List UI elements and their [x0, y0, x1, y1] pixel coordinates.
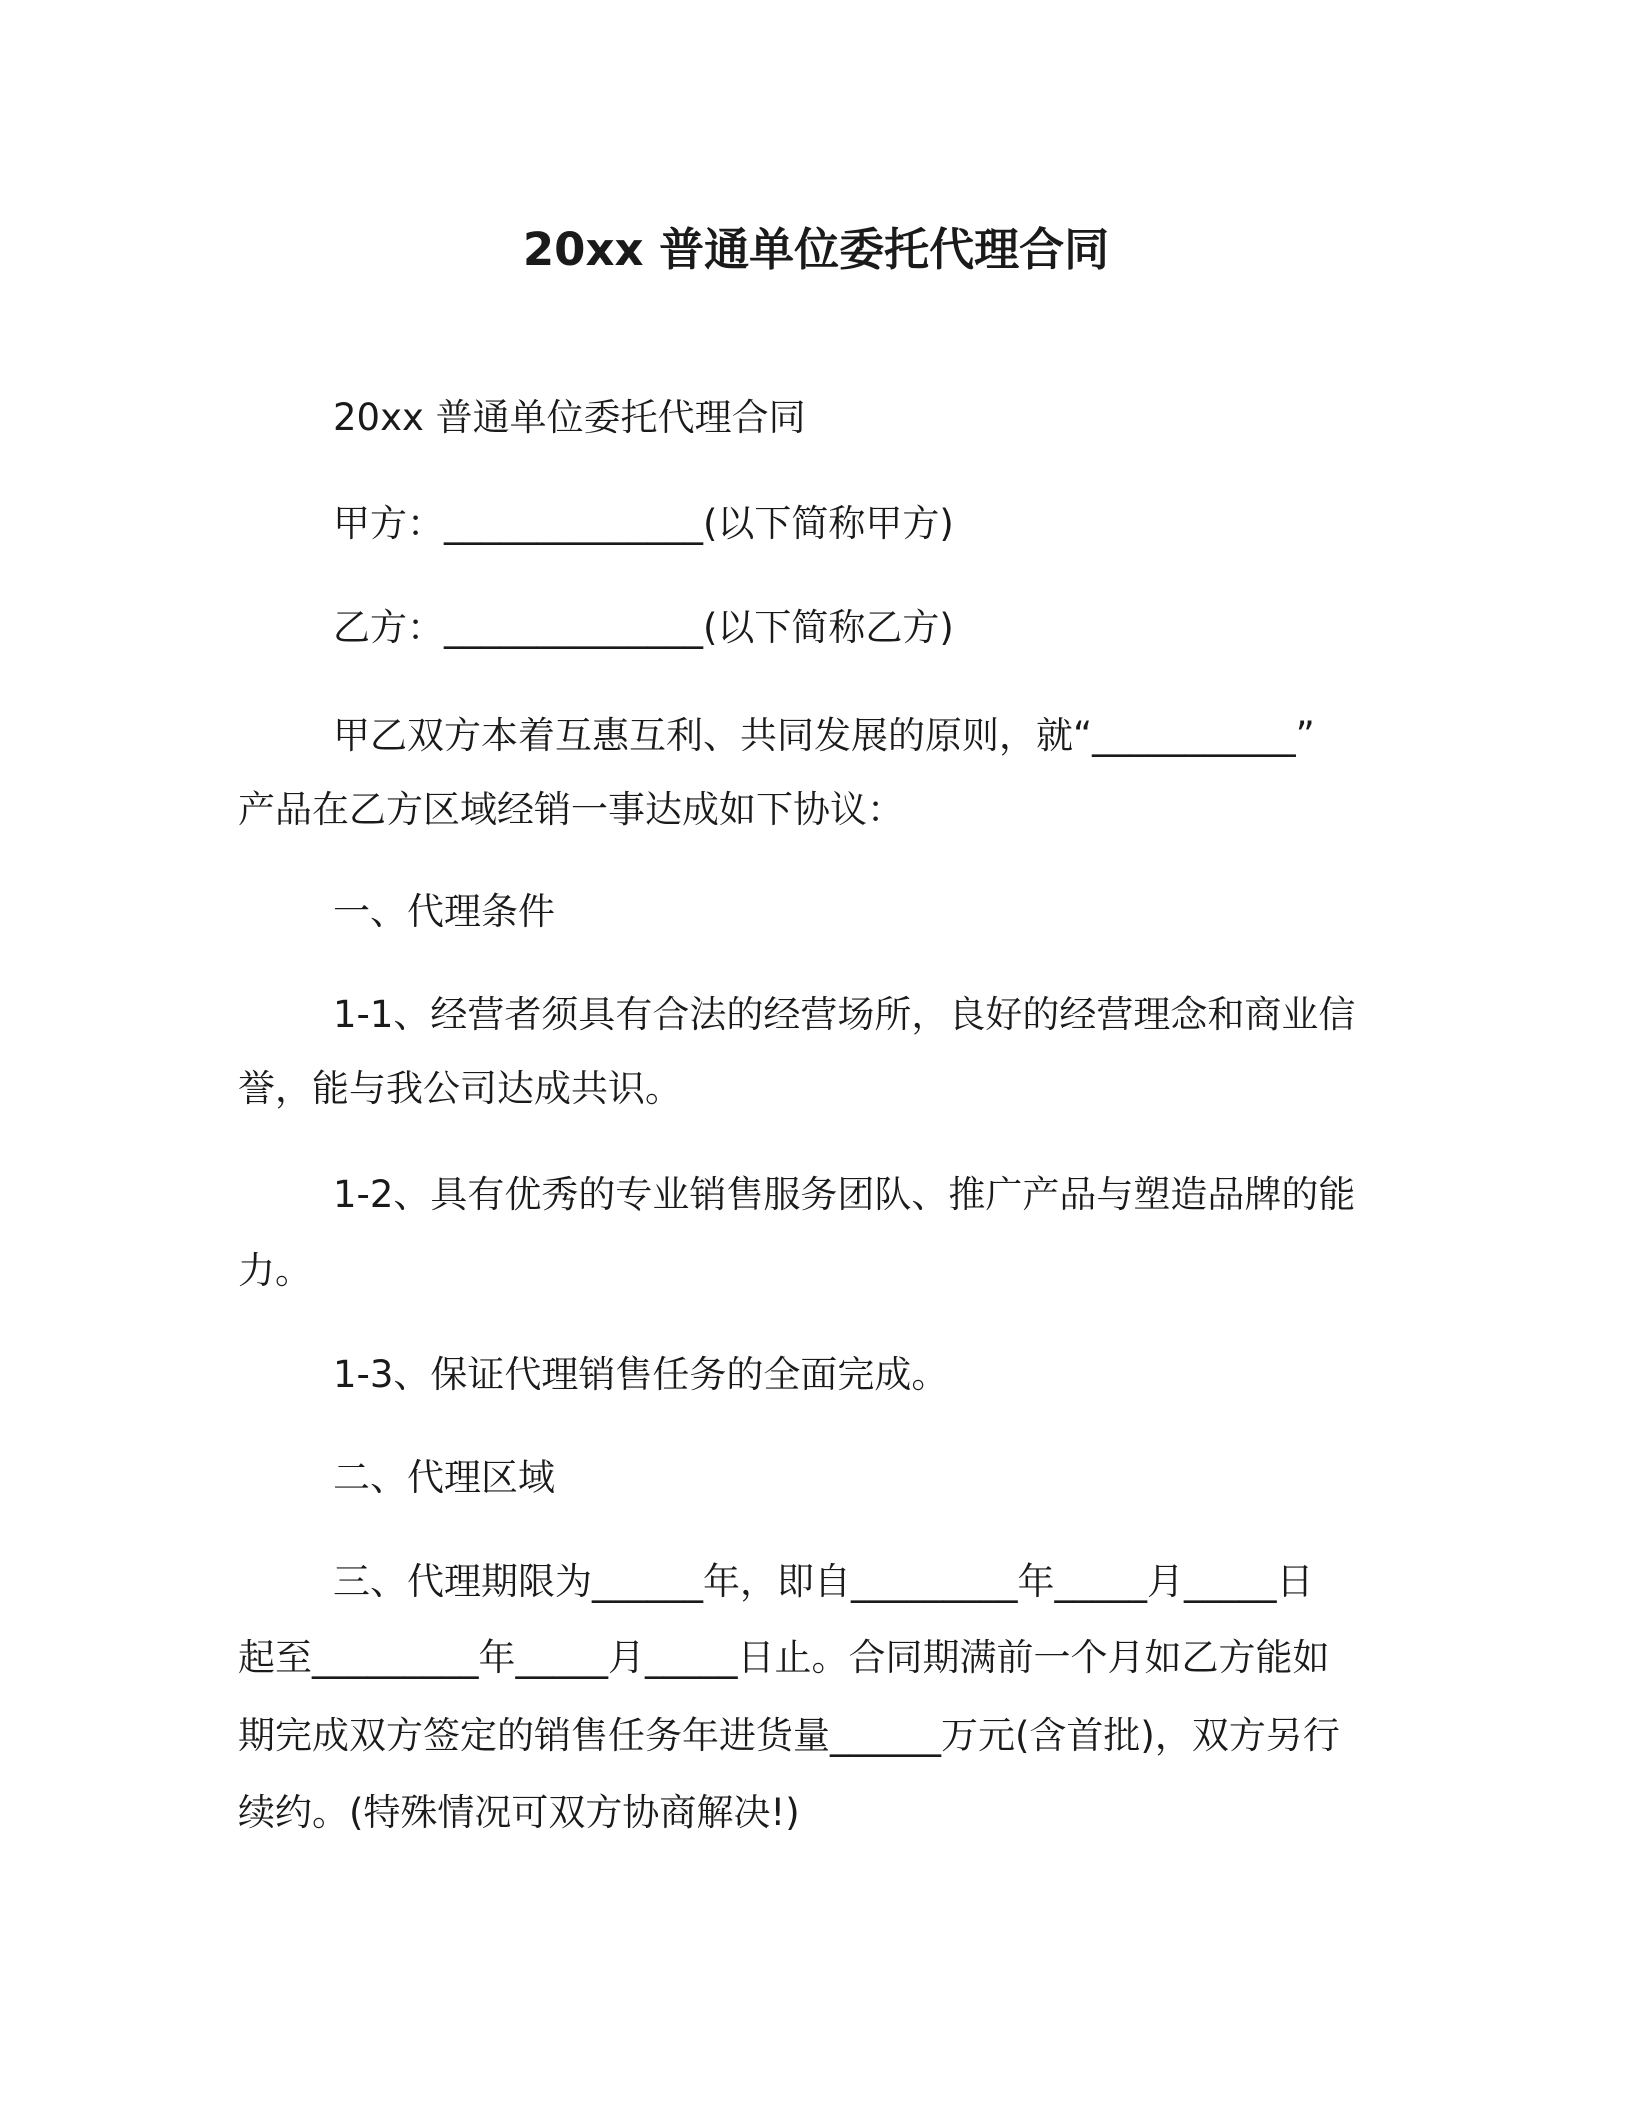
section-3-line-1: 三、代理期限为______年，即自_________年_____月_____日: [333, 1560, 1314, 1603]
section-2-heading: 二、代理区域: [333, 1456, 555, 1499]
clause-1-3: 1-3、保证代理销售任务的全面完成。: [333, 1353, 949, 1396]
party-b-line: 乙方：______________(以下简称乙方): [333, 606, 954, 649]
clause-1-1-line-1: 1-1、经营者须具有合法的经营场所，良好的经营理念和商业信: [333, 993, 1356, 1036]
party-a-line: 甲方：______________(以下简称甲方): [333, 502, 954, 545]
intro-paragraph-line-1: 甲乙双方本着互惠互利、共同发展的原则，就“___________”: [333, 714, 1315, 757]
section-3-line-2: 起至_________年_____月_____日止。合同期满前一个月如乙方能如: [238, 1636, 1330, 1679]
section-1-heading: 一、代理条件: [333, 890, 555, 933]
document-title: 20xx 普通单位委托代理合同: [522, 223, 1110, 276]
section-3-line-4: 续约。(特殊情况可双方协商解决!): [238, 1791, 800, 1834]
intro-paragraph-line-2: 产品在乙方区域经销一事达成如下协议：: [238, 788, 904, 831]
clause-1-2-line-2: 力。: [238, 1249, 312, 1292]
clause-1-2-line-1: 1-2、具有优秀的专业销售服务团队、推广产品与塑造品牌的能: [333, 1173, 1356, 1216]
clause-1-1-line-2: 誉，能与我公司达成共识。: [238, 1067, 682, 1110]
document-subtitle: 20xx 普通单位委托代理合同: [333, 396, 806, 439]
section-3-line-3: 期完成双方签定的销售任务年进货量______万元(含首批)，双方另行: [238, 1714, 1340, 1757]
